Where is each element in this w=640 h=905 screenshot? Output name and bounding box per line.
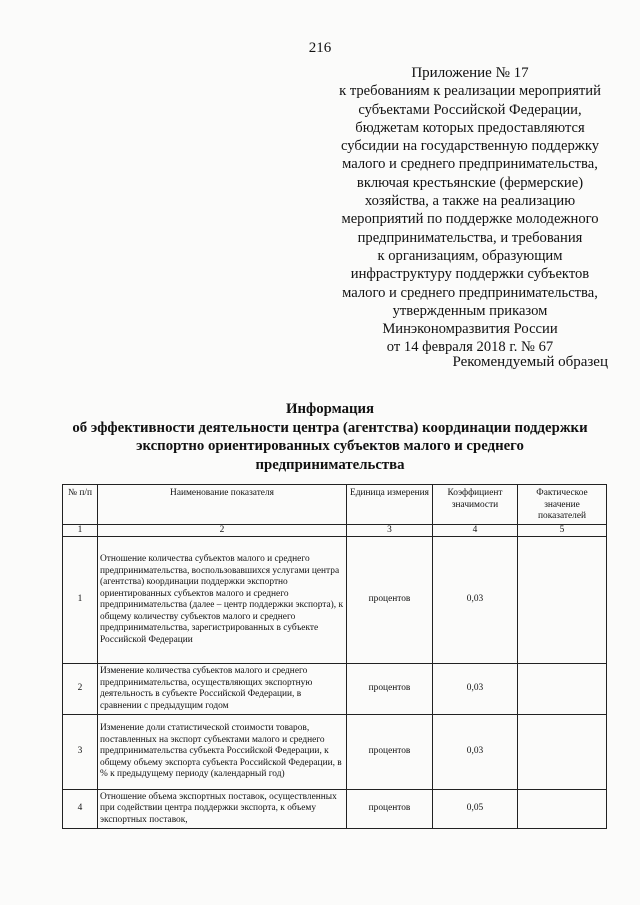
coefficient-cell: 0,03 xyxy=(433,715,518,790)
document-title-line: предпринимательства xyxy=(255,456,405,473)
indicator-name: Изменение доли статистической стоимости товаров, поставленных на экспорт субъектами малого и среднего предпринимательства субъекта Российской Федерации, к общему объему экспорта субъекта Российской Федерации, в % к предыдущему периоду (календарный год) xyxy=(98,715,347,790)
appendix-line: субъектами Российской Федерации, xyxy=(358,101,582,118)
column-index: 3 xyxy=(347,524,433,537)
unit-cell: процентов xyxy=(347,664,433,715)
coefficient-cell: 0,05 xyxy=(433,790,518,829)
unit-cell: процентов xyxy=(347,790,433,829)
row-number: 2 xyxy=(63,664,98,715)
appendix-line: от 14 февраля 2018 г. № 67 xyxy=(386,339,554,356)
actual-value-cell xyxy=(518,715,607,790)
table-row xyxy=(63,715,607,790)
indicator-name: Отношение объема экспортных поставок, осуществленных при содействии центра поддержки экспорта, к объему экспортных поставок, xyxy=(98,790,347,829)
row-number: 1 xyxy=(63,537,98,664)
page-number: 216 xyxy=(308,40,332,56)
header-unit: Единица измерения xyxy=(347,485,433,525)
appendix-line: к требованиям к реализации мероприятий xyxy=(339,83,601,100)
coefficient-cell: 0,03 xyxy=(433,664,518,715)
header-coefficient: Коэффициент значимости xyxy=(433,485,518,525)
column-index: 1 xyxy=(63,524,98,537)
column-index: 5 xyxy=(518,524,607,537)
header-indicator-name: Наименование показателя xyxy=(98,485,347,525)
recommended-sample-label: Рекомендуемый образец xyxy=(452,354,608,370)
table-header-row xyxy=(63,485,607,525)
table-row xyxy=(63,664,607,715)
indicator-name: Отношение количества субъектов малого и среднего предпринимательства, воспользовавшихся услугами центра (агентства) координации поддержки экспортно ориентированных субъектов малого и среднего предпринимательства (далее – центр поддержки экспорта), к общему количеству субъектов малого и среднего предпринимательства, зарегистрированных в субъекте Российской Федерации xyxy=(98,537,347,664)
appendix-block xyxy=(325,64,615,357)
actual-value-cell xyxy=(518,537,607,664)
appendix-line: включая крестьянские (фермерские) xyxy=(356,174,584,191)
row-number: 4 xyxy=(63,790,98,829)
appendix-line: инфраструктуру поддержки субъектов xyxy=(350,266,590,283)
appendix-line: к организациям, образующим xyxy=(377,247,563,264)
document-title-line: экспортно ориентированных субъектов малого и среднего xyxy=(136,438,524,454)
actual-value-cell xyxy=(518,664,607,715)
appendix-line: малого и среднего предпринимательства, xyxy=(342,284,598,301)
unit-cell: процентов xyxy=(347,715,433,790)
indicators-table xyxy=(62,484,607,829)
column-index: 4 xyxy=(433,524,518,537)
coefficient-cell: 0,03 xyxy=(433,537,518,664)
document-title-line: Информация xyxy=(285,401,375,417)
appendix-line: субсидии на государственную поддержку xyxy=(340,138,600,155)
header-actual-value: Фактическое значение показателей xyxy=(518,485,607,525)
appendix-line: Минэкономразвития России xyxy=(382,321,558,338)
appendix-line: предпринимательства, и требования xyxy=(357,229,583,246)
actual-value-cell xyxy=(518,790,607,829)
unit-cell: процентов xyxy=(347,537,433,664)
table-row xyxy=(63,790,607,829)
appendix-line: бюджетам которых предоставляются xyxy=(355,119,585,136)
indicator-name: Изменение количества субъектов малого и среднего предпринимательства, осуществляющих экспортную деятельность в субъекте Российской Федерации, в сравнении с предыдущим годом xyxy=(98,664,347,715)
column-index: 2 xyxy=(98,524,347,537)
appendix-line: мероприятий по поддержке молодежного xyxy=(341,211,599,228)
document-title-line: об эффективности деятельности центра (агентства) координации поддержки xyxy=(72,419,588,436)
appendix-line: малого и среднего предпринимательства, xyxy=(342,156,598,173)
appendix-title: Приложение № 17 xyxy=(411,65,529,81)
row-number: 3 xyxy=(63,715,98,790)
header-number: № п/п xyxy=(63,485,98,525)
appendix-line: утвержденным приказом xyxy=(392,302,548,319)
column-index-row xyxy=(63,524,607,537)
document-title xyxy=(40,400,620,474)
appendix-line: хозяйства, а также на реализацию xyxy=(364,193,576,210)
table-row xyxy=(63,537,607,664)
